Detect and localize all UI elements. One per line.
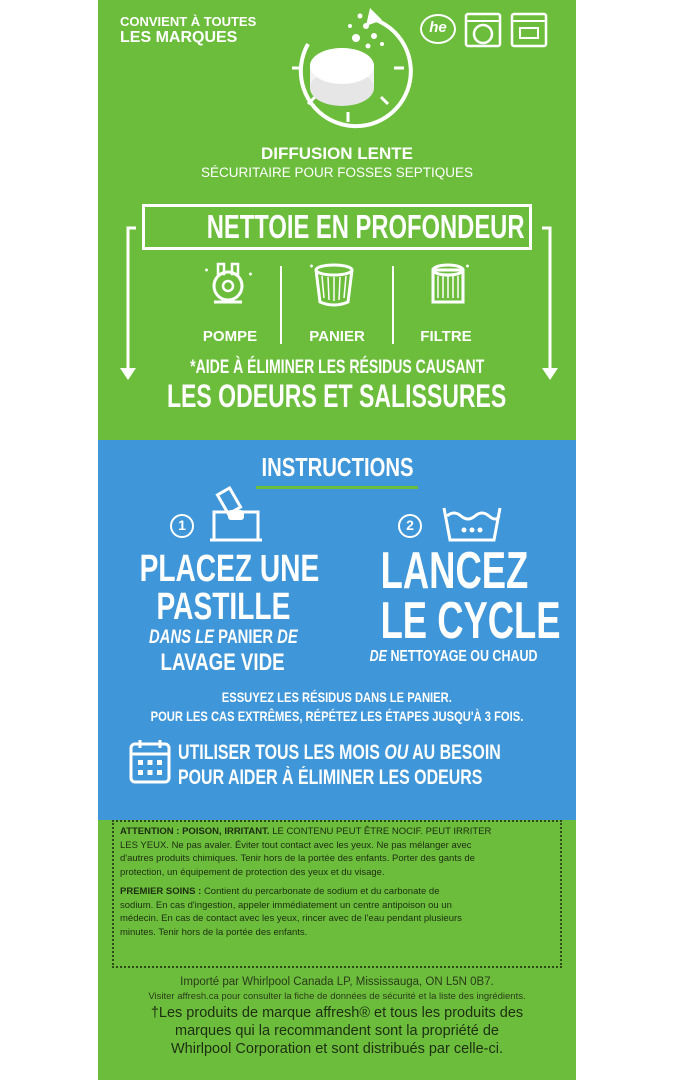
monthly-text	[178, 740, 568, 790]
instructions-underline	[256, 486, 418, 489]
attention-line-3: d'autres produits chimiques. Tenir hors de la portée des enfants. Porter des gants de	[120, 853, 475, 864]
step-1-line-3c: DE	[276, 627, 298, 648]
front-load-washer-icon	[464, 12, 502, 48]
step-1-line-1: PLACEZ UNE	[139, 548, 320, 590]
brand-line-1: †Les produits de marque affresh® et tous les produits des	[150, 1005, 524, 1021]
part-label-basket: PANIER	[309, 328, 365, 345]
parts-row	[180, 262, 500, 348]
tablet-in-basket-icon	[208, 486, 264, 546]
helps-block	[98, 356, 576, 414]
filter-icon	[422, 262, 474, 310]
step-1-text	[108, 550, 338, 676]
instructions-header	[98, 452, 576, 482]
imported-by: Importé par Whirlpool Canada LP, Mississauga, ON L5N 0B7.	[180, 976, 494, 988]
wipe-text	[98, 688, 576, 726]
attention-line-2: LES YEUX. Ne pas avaler. Éviter tout contact avec les yeux. Ne pas mélanger avec	[120, 839, 472, 851]
attention-label: ATTENTION : POISON, IRRITANT.	[120, 826, 270, 837]
product-box-panel	[98, 0, 576, 1080]
part-label-filter: FILTRE	[420, 328, 472, 345]
monthly-line-1	[178, 740, 501, 765]
helps-line-2: LES ODEURS ET SALISSURES	[167, 378, 507, 414]
septic-safe-text: SÉCURITAIRE POUR FOSSES SEPTIQUES	[200, 165, 474, 180]
step-2-line-3	[370, 646, 538, 668]
step-1-number: 1	[170, 514, 194, 538]
step-1-line-3	[149, 626, 298, 650]
first-aid-text-1: Contient du percarbonate de sodium et du carbonate de	[203, 886, 440, 897]
visit-website: Visiter affresh.ca pour consulter la fiche de données de sécurité et la liste des ingrédients.	[148, 991, 526, 1002]
helps-line-1: *AIDE À ÉLIMINER LES RÉSIDUS CAUSANT	[189, 356, 485, 378]
step-2-number: 2	[398, 514, 422, 538]
step-1-line-2: PASTILLE	[156, 586, 290, 628]
attention-line-4: protection, un équipement de protection des yeux et du visage.	[120, 866, 385, 878]
calendar-icon	[128, 738, 172, 786]
compat-line-2: LES MARQUES	[120, 29, 238, 46]
step-2-line-3b: NETTOYAGE OU CHAUD	[390, 648, 538, 665]
parts-divider	[280, 266, 282, 344]
first-aid-line-4: minutes. Tenir hors de la portée des enfants.	[120, 926, 308, 938]
step-2-line-2: LE CYCLE	[380, 592, 561, 650]
monthly-line-2: POUR AIDER À ÉLIMINER LES ODEURS	[178, 766, 483, 789]
diffusion-title: DIFFUSION LENTE	[260, 144, 414, 163]
first-aid-line-2: sodium. En cas d'ingestion, appeler immédiatement un centre antipoison ou un	[120, 899, 452, 911]
step-1-line-3a: DANS LE	[148, 627, 214, 648]
first-aid-line-3: médecin. En cas de contact avec les yeux, rincer avec de l'eau pendant plusieurs	[120, 913, 462, 924]
attention-line-1	[120, 825, 556, 839]
step-2-line-3a: DE	[370, 648, 388, 665]
monthly-line-1b: OU	[384, 741, 409, 764]
monthly-line-1a: UTILISER TOUS LES MOIS	[178, 741, 380, 764]
wash-tub-icon	[442, 504, 502, 544]
wipe-line-1: ESSUYEZ LES RÉSIDUS DANS LE PANIER.	[221, 689, 453, 705]
compat-text	[120, 14, 256, 46]
step-2-line-1: LANCEZ	[380, 542, 528, 600]
deep-clean-banner	[142, 204, 532, 250]
wipe-line-2: POUR LES CAS EXTRÊMES, RÉPÉTEZ LES ÉTAPES JUSQU'À 3 FOIS.	[150, 708, 524, 724]
compat-line-1: CONVIENT À TOUTES	[120, 14, 257, 29]
brand-line-3: Whirlpool Corporation et sont distribués par celle-ci.	[170, 1041, 504, 1057]
brand-line-2: marques qui la recommandent sont la propriété de	[174, 1023, 499, 1039]
part-label-pump: POMPE	[202, 328, 258, 345]
first-aid-line-1	[120, 885, 556, 899]
basket-icon	[308, 262, 360, 310]
step-2-text	[342, 542, 566, 668]
monthly-line-1c: AU BESOIN	[412, 741, 501, 764]
top-load-washer-icon	[510, 12, 548, 48]
instructions-title: INSTRUCTIONS	[260, 452, 414, 482]
deep-clean-title: NETTOIE EN PROFONDEUR	[206, 208, 525, 245]
slow-release-tablet-icon	[278, 4, 418, 132]
step-1-line-4: LAVAGE VIDE	[160, 649, 286, 676]
step-1-line-3b: PANIER	[217, 627, 273, 648]
first-aid-label: PREMIER SOINS :	[120, 886, 202, 897]
diffusion-block	[98, 144, 576, 181]
legal-block	[98, 974, 576, 1058]
parts-divider	[392, 266, 394, 344]
attention-text-1: LE CONTENU PEUT ÊTRE NOCIF. PEUT IRRITER	[272, 826, 492, 837]
warning-text	[120, 825, 556, 939]
he-logo: he	[420, 14, 456, 44]
pump-icon	[202, 262, 254, 310]
